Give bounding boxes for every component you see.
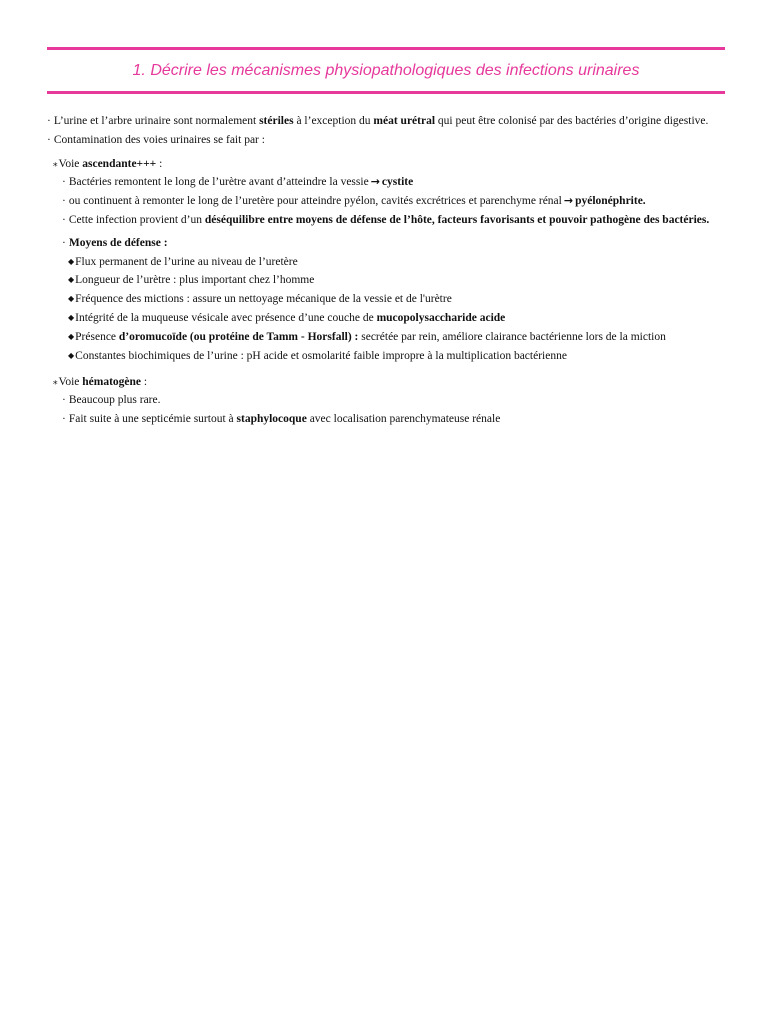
diamond-bullet-icon: ◆ — [68, 351, 75, 360]
intro-line-sterile: · L’urine et l’arbre urinaire sont normalement stériles à l’exception du méat urétral qui peut être colonisé par des bactéries d’origine digestive. — [47, 115, 709, 127]
title-banner — [47, 47, 725, 94]
defense-item-longueur: ◆Longueur de l’urètre : plus important chez l’homme — [68, 274, 315, 286]
defense-item-oromucoide: ◆Présence d’oromucoïde (ou protéine de Tamm - Horsfall) : secrétée par rein, améliore clairance bactérienne lors de la miction — [68, 331, 666, 343]
defense-item-integrite: ◆Intégrité de la muqueuse vésicale avec présence d’une couche de mucopolysaccharide acide — [68, 312, 506, 324]
bullet-dot: · — [47, 115, 51, 127]
star-bullet-icon: ⁎ — [53, 158, 58, 168]
hematogene-item-septicemie: · Fait suite à une septicémie surtout à staphylocoque avec localisation parenchymateuse rénale — [62, 413, 501, 425]
section-voie-ascendante: ⁎Voie ascendante+++ : — [53, 158, 163, 170]
bullet-dot: · — [62, 195, 66, 207]
star-bullet-icon: ⁎ — [53, 376, 58, 386]
diamond-bullet-icon: ◆ — [68, 313, 75, 322]
bullet-dot: · — [62, 214, 66, 226]
bullet-dot: · — [62, 394, 66, 406]
diamond-bullet-icon: ◆ — [68, 275, 75, 284]
defense-item-constantes: ◆Constantes biochimiques de l’urine : pH acide et osmolarité faible impropre à la multiplication bactérienne — [68, 350, 567, 362]
hematogene-item-rare: · Beaucoup plus rare. — [62, 394, 161, 406]
defense-heading: · Moyens de défense : — [62, 237, 168, 249]
page-title: 1. Décrire les mécanismes physiopathologiques des infections urinaires — [132, 61, 640, 79]
diamond-bullet-icon: ◆ — [68, 332, 75, 341]
defense-item-frequence: ◆Fréquence des mictions : assure un nettoyage mécanique de la vessie et de l'urètre — [68, 293, 452, 305]
arrow-right-icon: → — [370, 175, 380, 188]
bullet-dot: · — [62, 413, 66, 425]
bullet-dot: · — [47, 134, 51, 146]
intro-line-contamination: · Contamination des voies urinaires se fait par : — [47, 134, 265, 146]
bullet-dot: · — [62, 237, 66, 249]
ascendante-item-pyelonephrite: · ou continuent à remonter le long de l’uretère pour atteindre pyélon, cavités excrétrices et parenchyme rénal → pyélonéphrite. — [62, 194, 646, 207]
diamond-bullet-icon: ◆ — [68, 257, 75, 266]
ascendante-item-desequilibre: · Cette infection provient d’un déséquilibre entre moyens de défense de l’hôte, facteurs favorisants et pouvoir pathogène des bactéries. — [62, 214, 710, 226]
defense-item-flux: ◆Flux permanent de l’urine au niveau de l’uretère — [68, 256, 298, 268]
section-voie-hematogene: ⁎Voie hématogène : — [53, 376, 148, 388]
diamond-bullet-icon: ◆ — [68, 294, 75, 303]
ascendante-item-cystite: · Bactéries remontent le long de l’urètre avant d’atteindre la vessie → cystite — [62, 175, 414, 188]
bullet-dot: · — [62, 176, 66, 188]
arrow-right-icon: → — [563, 194, 574, 207]
